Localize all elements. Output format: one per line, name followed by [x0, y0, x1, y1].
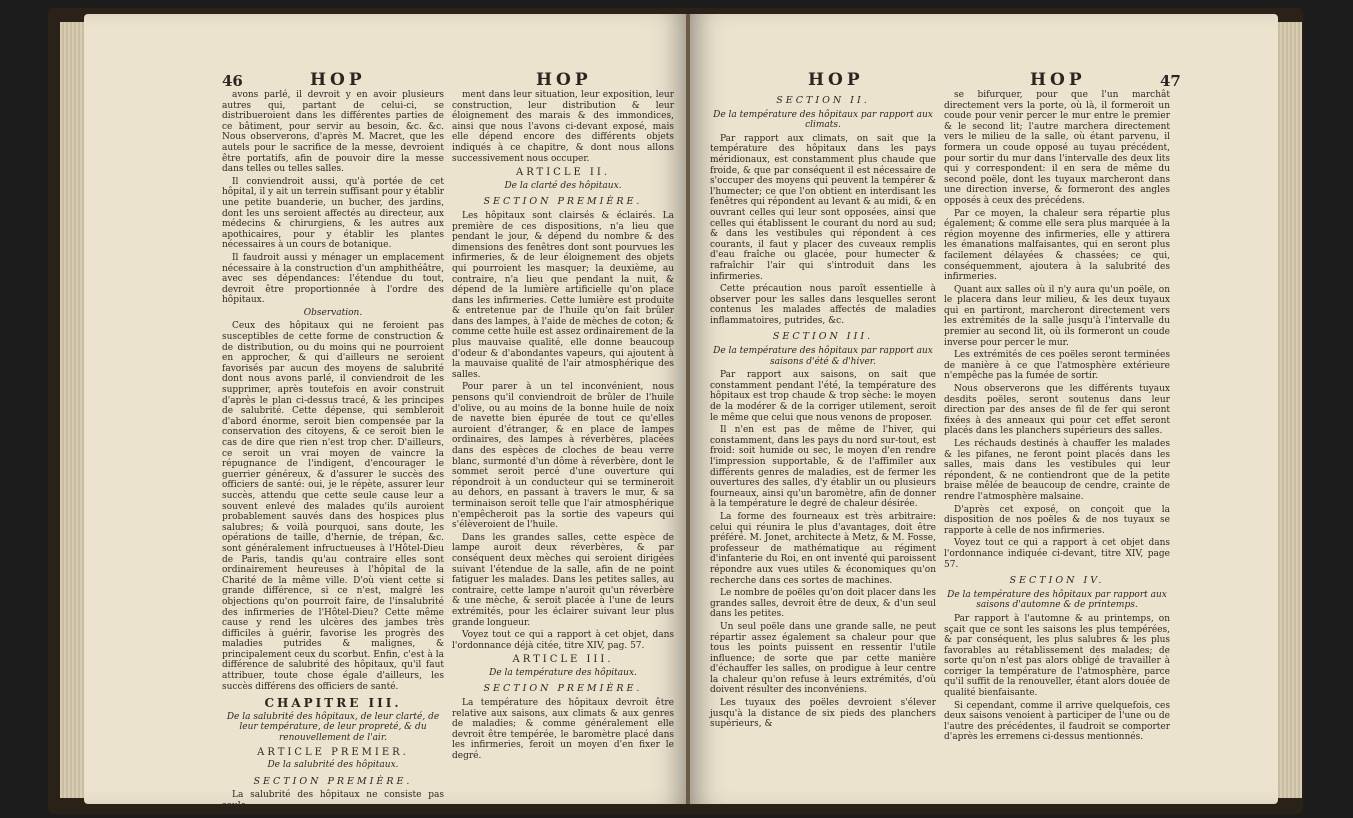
paragraph: Par ce moyen, la chaleur sera répartie plus également; & comme elle sera plus marquée à la région moyenne des infirmeries, elle y attirera les émanations malfaisantes, qui en seront plus facilement délayées & chassées; ce qui, conséquemment, ajoutera à la salubrité des infirmeries. [944, 208, 1170, 283]
running-head: HOP [536, 70, 592, 90]
paragraph: Quant aux salles où il n'y aura qu'un poële, on le placera dans leur milieu, & les deux tuyaux qui en partiront, marcheront directement vers les extrémités de la salle jusqu'à l'intervalle du premier au second lit, où ils formeront un coude inverse pour percer le mur. [944, 284, 1170, 348]
paragraph: Il n'en est pas de même de l'hiver, qui constamment, dans les pays du nord sur-tout, est froid: soit humide ou sec, le moyen d'en rendre l'impression supportable, & de l'affimiler aux différents genres de maladies, est de fermer les ouvertures des salles, d'y établir un ou plusieurs fourneaux, ainsi qu'un baromètre, afin de donner à la température le degré de chaleur désirée. [710, 425, 936, 510]
right-page [690, 14, 1278, 804]
page-number: 47 [1160, 72, 1181, 90]
subheading: Observation. [303, 307, 363, 318]
chapter-heading: CHAPITRE III. [264, 696, 402, 711]
page-number: 46 [222, 72, 243, 90]
article-heading: ARTICLE PREMIER. [257, 746, 409, 758]
paragraph: avons parlé, il devroit y en avoir plusieurs autres qui, partant de celui-ci, se distribueroient dans les différentes parties de ce bâtiment, pour servir au besoin, &c. &c. Nous observerons, d'après M. Macret, que les autels pour le sacrifice de la messe, devroient être portatifs, afin de pouvoir dire la messe dans telles ou telles salles. [222, 90, 444, 175]
subheading: De la température des hôpitaux. [489, 667, 637, 678]
paragraph: Le nombre de poëles qu'on doit placer dans les grandes salles, devroit être de deux, & d'un seul dans les petites. [710, 588, 936, 620]
paragraph: Cette précaution nous paroît essentielle à observer pour les salles dans lesquelles seront contenus les malades affectés de maladies inflammatoires, putrides, &c. [710, 284, 936, 326]
paragraph: Par rapport aux saisons, on sait que constamment pendant l'été, la température des hôpitaux est trop chaude & trop sèche: le moyen de la modérer & de la corriger utilement, seroit le même que celui que nous venons de proposer. [710, 370, 936, 423]
running-head: HOP [310, 70, 366, 90]
section-heading: SECTION PREMIÈRE. [483, 683, 643, 695]
text-column [944, 90, 1170, 745]
text-column [710, 90, 936, 732]
paragraph: Les hôpitaux sont clairsés & éclairés. La première de ces dispositions, n'a lieu que pendant le jour, & dépend du nombre & des dimensions des fenêtres dont sont pourvues les infirmeries, & de leur éloignement des objets qui pourroient les masquer; la deuxième, au contraire, n'a lieu que pendant la nuit, & dépend de la lumière artificielle qu'on place dans les infirmeries. Cette lumière est produite & entretenue par de l'huile qu'on fait brûler dans des lampes, à l'aide de mèches de coton; & comme cette huile est assez ordinairement de la plus mauvaise qualité, elle donne beaucoup d'odeur & d'abondantes vapeurs, qui ajoutent à la mauvaise qualité de l'air atmosphérique des salles. [452, 210, 674, 380]
paragraph: se bifurquer, pour que l'un marchât directement vers la porte, où là, il formeroit un coude pour venir percer le mur entre le premier & le second lit; l'autre marchera directement vers le milieu de la salle, où étant parvenu, il formera un coude opposé au tuyau précédent, pour sortir du mur dans l'intervalle des deux lits qui y correspondent: il en sera de même du second poële, dont les tuyaux marcheront dans une direction inverse, & formeront des angles opposés à ceux des précédens. [944, 90, 1170, 206]
subheading: De la salubrité des hôpitaux, de leur clarté, de leur température, de leur propreté, & du renouvellement de l'air. [226, 711, 440, 744]
section-heading: SECTION PREMIÈRE. [483, 196, 643, 208]
right-page-edges [1276, 22, 1302, 798]
paragraph: D'après cet exposé, on conçoit que la disposition de nos poëles & de nos tuyaux se rapporte à celle de nos infirmeries. [944, 504, 1170, 536]
paragraph: Les tuyaux des poëles devroient s'élever jusqu'à la distance de six pieds des planchers supérieurs, & [710, 698, 936, 730]
left-page-edges [60, 22, 86, 798]
paragraph: Pour parer à un tel inconvénient, nous pensons qu'il conviendroit de brûler de l'huile d'olive, ou au moins de la bonne huile de noix de navette bien épurée de tout ce qu'elles auroient d'étranger, & en place de lampes ordinaires, des lampes à réverbères, placées dans des espèces de cloches de beau verre blanc, surmonté d'un dôme à réverbère, dont le sommet seroit percé d'une ouverture qui répondroit à un conducteur qui se termineroit au dehors, en passant à travers le mur, & sa terminaison seroit telle que l'air atmosphérique n'empêcheroit pas la sortie des vapeurs qui s'élèveroient de l'huile. [452, 382, 674, 531]
paragraph: La forme des fourneaux est très arbitraire: celui qui réunira le plus d'avantages, doit être préféré. M. Jonet, architecte à Metz, & M. Fosse, professeur de mathématique au régiment d'infanterie du Roi, en ont inventé qui paroissent répondre aux vues utiles & économiques qu'on recherche dans ces sortes de machines. [710, 511, 936, 586]
paragraph: Les extrémités de ces poëles seront terminées de manière à ce que l'atmosphère extérieure n'empêche pas la fumée de sortir. [944, 350, 1170, 382]
paragraph: La température des hôpitaux devroit être relative aux saisons, aux climats & aux genres de maladies; & comme généralement elle devroit être tempérée, le baromètre placé dans les infirmeries, feroit un moyen d'en fixer le degré. [452, 698, 674, 762]
paragraph: Il faudroit aussi y ménager un emplacement nécessaire à la construction d'un amphithéâtre, avec ses dépendances: l'étendue du tout, devroit être proportionnée à l'ordre des hôpitaux. [222, 252, 444, 306]
running-head: HOP [808, 70, 864, 90]
paragraph: Voyez tout ce qui a rapport à cet objet dans l'ordonnance indiquée ci-devant, titre XIV, page 57. [944, 538, 1170, 570]
subheading: De la température des hôpitaux par rapport aux saisons d'été & d'hiver. [713, 346, 933, 367]
paragraph: Si cependant, comme il arrive quelquefois, ces deux saisons venoient à participer de l'une ou de l'autre des précédentes, il faudroit se comporter d'après les erremens ci-dessus mentionnés. [944, 700, 1170, 743]
paragraph: Dans les grandes salles, cette espèce de lampe auroit deux réverbères, & par conséquent deux mèches qui seroient dirigées suivant l'étendue de la salle, afin de ne point fatiguer les malades. Dans les petites salles, au contraire, cette lampe n'auroit qu'un réverbère & une mèche, & seroit placée à l'une de leurs extrémités, pour les éclairer suivant leur plus grande longueur. [452, 532, 674, 628]
subheading: De la clarté des hôpitaux. [504, 180, 622, 191]
section-heading: SECTION III. [772, 331, 874, 343]
running-head: HOP [1030, 70, 1086, 90]
text-column [452, 90, 674, 764]
subheading: De la salubrité des hôpitaux. [267, 760, 399, 771]
article-heading: ARTICLE III. [512, 654, 614, 666]
paragraph: Un seul poële dans une grande salle, ne peut répartir assez également sa chaleur pour que tous les points puissent en ressentir l'utile influence; de sorte que par cette manière d'échauffer les salles, on prodigue à leur centre la chaleur qu'on refuse à leurs extrémités, d'où doivent résulter des inconvéniens. [710, 621, 936, 696]
paragraph: Par rapport à l'automne & au printemps, on sçait que ce sont les saisons les plus tempérées, & par conséquent, les plus salubres & les plus favorables au rétablissement des malades; de sorte qu'on n'est pas alors obligé de travailler à corriger la température de l'atmosphère, parce qu'il suffit de la renouveller, étant alors douée de qualité bienfaisante. [944, 613, 1170, 699]
paragraph: ment dans leur situation, leur exposition, leur construction, leur distribution & leur éloignement des marais & des immondices, ainsi que nous l'avons ci-devant exposé, mais elle dépend encore des différents objets indiqués à ce chapitre, & dont nous allons successivement nous occuper. [452, 90, 674, 164]
left-page [84, 14, 687, 811]
paragraph: Voyez tout ce qui a rapport à cet objet, dans l'ordonnance déjà citée, titre XIV, pag. 57. [452, 630, 674, 651]
paragraph: Les réchauds destinés à chauffer les malades & les pifanes, ne feront point placés dans les salles, mais dans les vestibules qui leur répondent, & ne contiendront que de la petite braise mêlée de beaucoup de cendre, crainte de rendre l'atmosphère malsaine. [944, 439, 1170, 502]
paragraph: La salubrité des hôpitaux ne consiste pas seule- [222, 790, 444, 811]
subheading: De la température des hôpitaux par rapport aux climats. [713, 109, 933, 131]
paragraph: Par rapport aux climats, on sait que la température des hôpitaux dans les pays méridionaux, est constamment plus chaude que froide, & que par conséquent il est nécessaire de s'occuper des moyens qui peuvent la tempérer & l'humecter; ce que l'on obtient en interdisant les fenêtres qui répondent au levant & au midi, & en ouvrant celles qui leur sont opposées, ainsi que celles qui établissent le courant du nord au sud; & dans les vestibules qui répondent à ces courants, il faut y placer des cuveaux remplis d'eau fraîche ou glacée, pour humecter & rafraîchir l'air qui s'introduit dans les infirmeries. [710, 133, 936, 282]
section-heading: SECTION PREMIÈRE. [253, 775, 413, 787]
subheading: De la température des hôpitaux par rapport aux saisons d'automne & de printemps. [947, 589, 1167, 611]
section-heading: SECTION II. [776, 95, 870, 106]
section-heading: SECTION IV. [1009, 575, 1105, 587]
text-column [222, 90, 444, 814]
paragraph: Nous observerons que les différents tuyaux desdits poëles, seront soutenus dans leur direction par des anses de fil de fer qui seront fixées à des anneaux qui pour cet effet seront placés dans les planchers supérieurs des salles. [944, 384, 1170, 437]
paragraph: Il conviendroit aussi, qu'à portée de cet hôpital, il y ait un terrein suffisant pour y établir une petite buanderie, un bucher, des jardins, dont les uns seroient affectés au directeur, aux médecins & chirurgiens, & les autres aux apothicaires, pour y établir les plantes nécessaires à un cours de botanique. [222, 176, 444, 251]
article-heading: ARTICLE II. [515, 167, 611, 179]
paragraph: Ceux des hôpitaux qui ne feroient pas susceptibles de cette forme de construction & de distribution, ou du moins qui ne pourroient en approcher, & qui d'ailleurs ne seroient favorisés par aucun des moyens de salubrité dont nous avons parlé, il conviendroit de les supprimer, après toutefois en avoir construit d'après le plan ci-dessus tracé, & les principes de salubrité. Cette dépense, qui sembleroit d'abord énorme, seroit bien compensée par la conservation des citoyens, & ce seroit bien le cas de dire que rien n'est trop cher. D'ailleurs, ce seroit un vrai moyen de vaincre la répugnance de l'indigent, d'encourager le guerrier généreux, & d'assurer le succès des officiers de santé: oui, je le répète, assurer leur succès, attendu que cette seule cause leur a souvent enlevé des malades qu'ils auroient probablement sauvés dans des hospices plus salubres; & voilà pourquoi, sans doute, les opérations de taille, d'hernie, de trépan, &c. sont généralement infructueuses à l'Hôtel-Dieu de Paris, tandis qu'au contraire elles sont ordinairement heureuses à l'hôpital de la Charité de la même ville. D'où vient cette si grande différence, si ce n'est, malgré les objections qu'on pourroit faire, de l'insalubrité des infirmeries de l'Hôtel-Dieu? Cette même cause y rend les ulcères des jambes très difficiles à guérir, favorise les progrès des maladies putrides & malignes, & principalement ceux du scorbut. Enfin, c'est à la différence de salubrité des hôpitaux, qu'il faut attribuer, toute chose égale d'ailleurs, les succès différens des officiers de santé. [222, 321, 444, 692]
